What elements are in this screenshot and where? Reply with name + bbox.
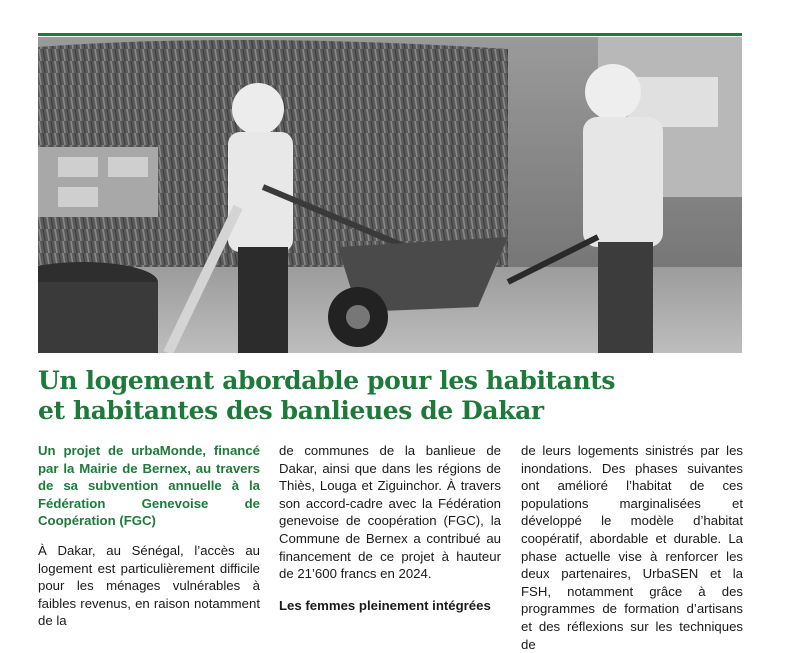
photo-construction-workers-icon <box>38 37 742 353</box>
column-2-subhead: Les femmes pleinement intégrées <box>279 597 491 613</box>
article-title-line1: Un logement abordable pour les habitants <box>38 366 616 395</box>
column-2 <box>279 442 501 614</box>
column-1-body: À Dakar, au Sénégal, l’accès au logement est particulièrement difficile pour les ménages vulnérables à faibles revenus, en raison notamment de la <box>38 542 260 629</box>
top-rule <box>38 33 742 36</box>
article-title <box>38 366 758 426</box>
article-photo <box>38 37 742 353</box>
column-3-body: de leurs logements sinistrés par les inondations. Des phases suivantes ont amélioré l’habitat de ces populations marginalisées et développé le modèle d’habitat coopératif, abordable et durable. La phase actuelle vise à renforcer les deux partenaires, UrbaSEN et la FSH, notamment grâce à des programmes de formation d’artisans et des réflexions sur les techniques de <box>521 443 743 652</box>
article-title-line2: et habitantes des banlieues de Dakar <box>38 396 544 425</box>
column-1 <box>38 442 260 630</box>
column-2-body: de communes de la banlieue de Dakar, ainsi que dans les régions de Thiès, Louga et Ziguinchor. À travers son accord-cadre avec la Fédération genevoise de coopération (FGC), la Commune de Bernex a contribué au financement de ce projet à hauteur de 21’600 francs en 2024. <box>279 443 501 582</box>
article-lead: Un projet de urbaMonde, financé par la Mairie de Bernex, au travers de sa subvention annuelle à la Fédération Genevoise de Coopération (FGC) <box>38 443 260 529</box>
column-3 <box>521 442 743 653</box>
